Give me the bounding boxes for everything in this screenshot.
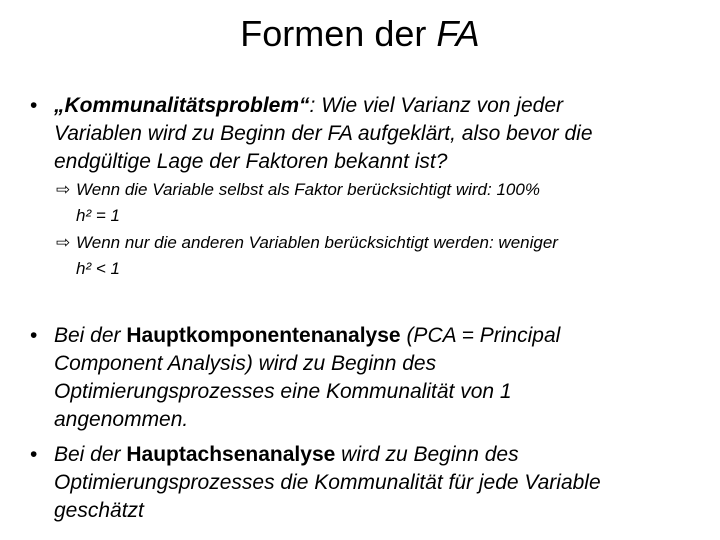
subitem-text: Wenn nur die anderen Variablen berücksichtigt werden: weniger <box>76 233 558 252</box>
bullet-line: Optimierungsprozesses die Kommunalität für jede Variable <box>54 471 601 494</box>
bullet-hauptkomponentenanalyse <box>30 322 690 434</box>
arrow-right-icon: ⇨ <box>56 233 71 252</box>
subitem-other-variables <box>56 230 696 282</box>
subitem-formula: h² = 1 <box>76 206 120 225</box>
subitem-variable-as-factor <box>56 177 696 229</box>
bullet-hauptachsenanalyse <box>30 441 690 525</box>
title-text: Formen der <box>240 13 437 54</box>
title-italic-text: FA <box>436 13 480 54</box>
bullet-line <box>30 441 690 469</box>
bullet-line <box>30 322 690 350</box>
bullet-bold-term: Hauptkomponentenanalyse <box>126 324 401 347</box>
subitem-formula: h² < 1 <box>76 259 120 278</box>
bullet-line: Component Analysis) wird zu Beginn des <box>54 352 437 375</box>
bullet-text: wird zu Beginn des <box>335 443 519 466</box>
bullet-dot: • <box>30 324 38 347</box>
bullet-line: Optimierungsprozesses eine Kommunalität von 1 <box>54 380 512 403</box>
bullet-text: Bei der <box>54 443 127 466</box>
subitem-line <box>56 230 696 256</box>
bullet-line: geschätzt <box>54 499 144 522</box>
bullet-line: Variablen wird zu Beginn der FA aufgeklärt, also bevor die <box>54 122 593 145</box>
bullet-text: : Wie viel Varianz von jeder <box>309 94 564 117</box>
bullet-line: endgültige Lage der Faktoren bekannt ist? <box>54 150 448 173</box>
slide-title <box>0 12 720 56</box>
bullet-kommunalitaetsproblem <box>30 92 690 176</box>
bullet-line <box>30 92 690 120</box>
bullet-dot: • <box>30 443 38 466</box>
bullet-dot: • <box>30 94 38 117</box>
bullet-line: angenommen. <box>54 408 189 431</box>
arrow-right-icon: ⇨ <box>56 180 71 199</box>
bullet-bold-term: Hauptachsenanalyse <box>126 443 336 466</box>
bullet-bold-term: „Kommunalitätsproblem“ <box>54 94 310 117</box>
bullet-text: (PCA = Principal <box>400 324 561 347</box>
subitem-line <box>56 177 696 203</box>
subitem-text: Wenn die Variable selbst als Faktor berücksichtigt wird: 100% <box>76 180 540 199</box>
bullet-text: Bei der <box>54 324 127 347</box>
